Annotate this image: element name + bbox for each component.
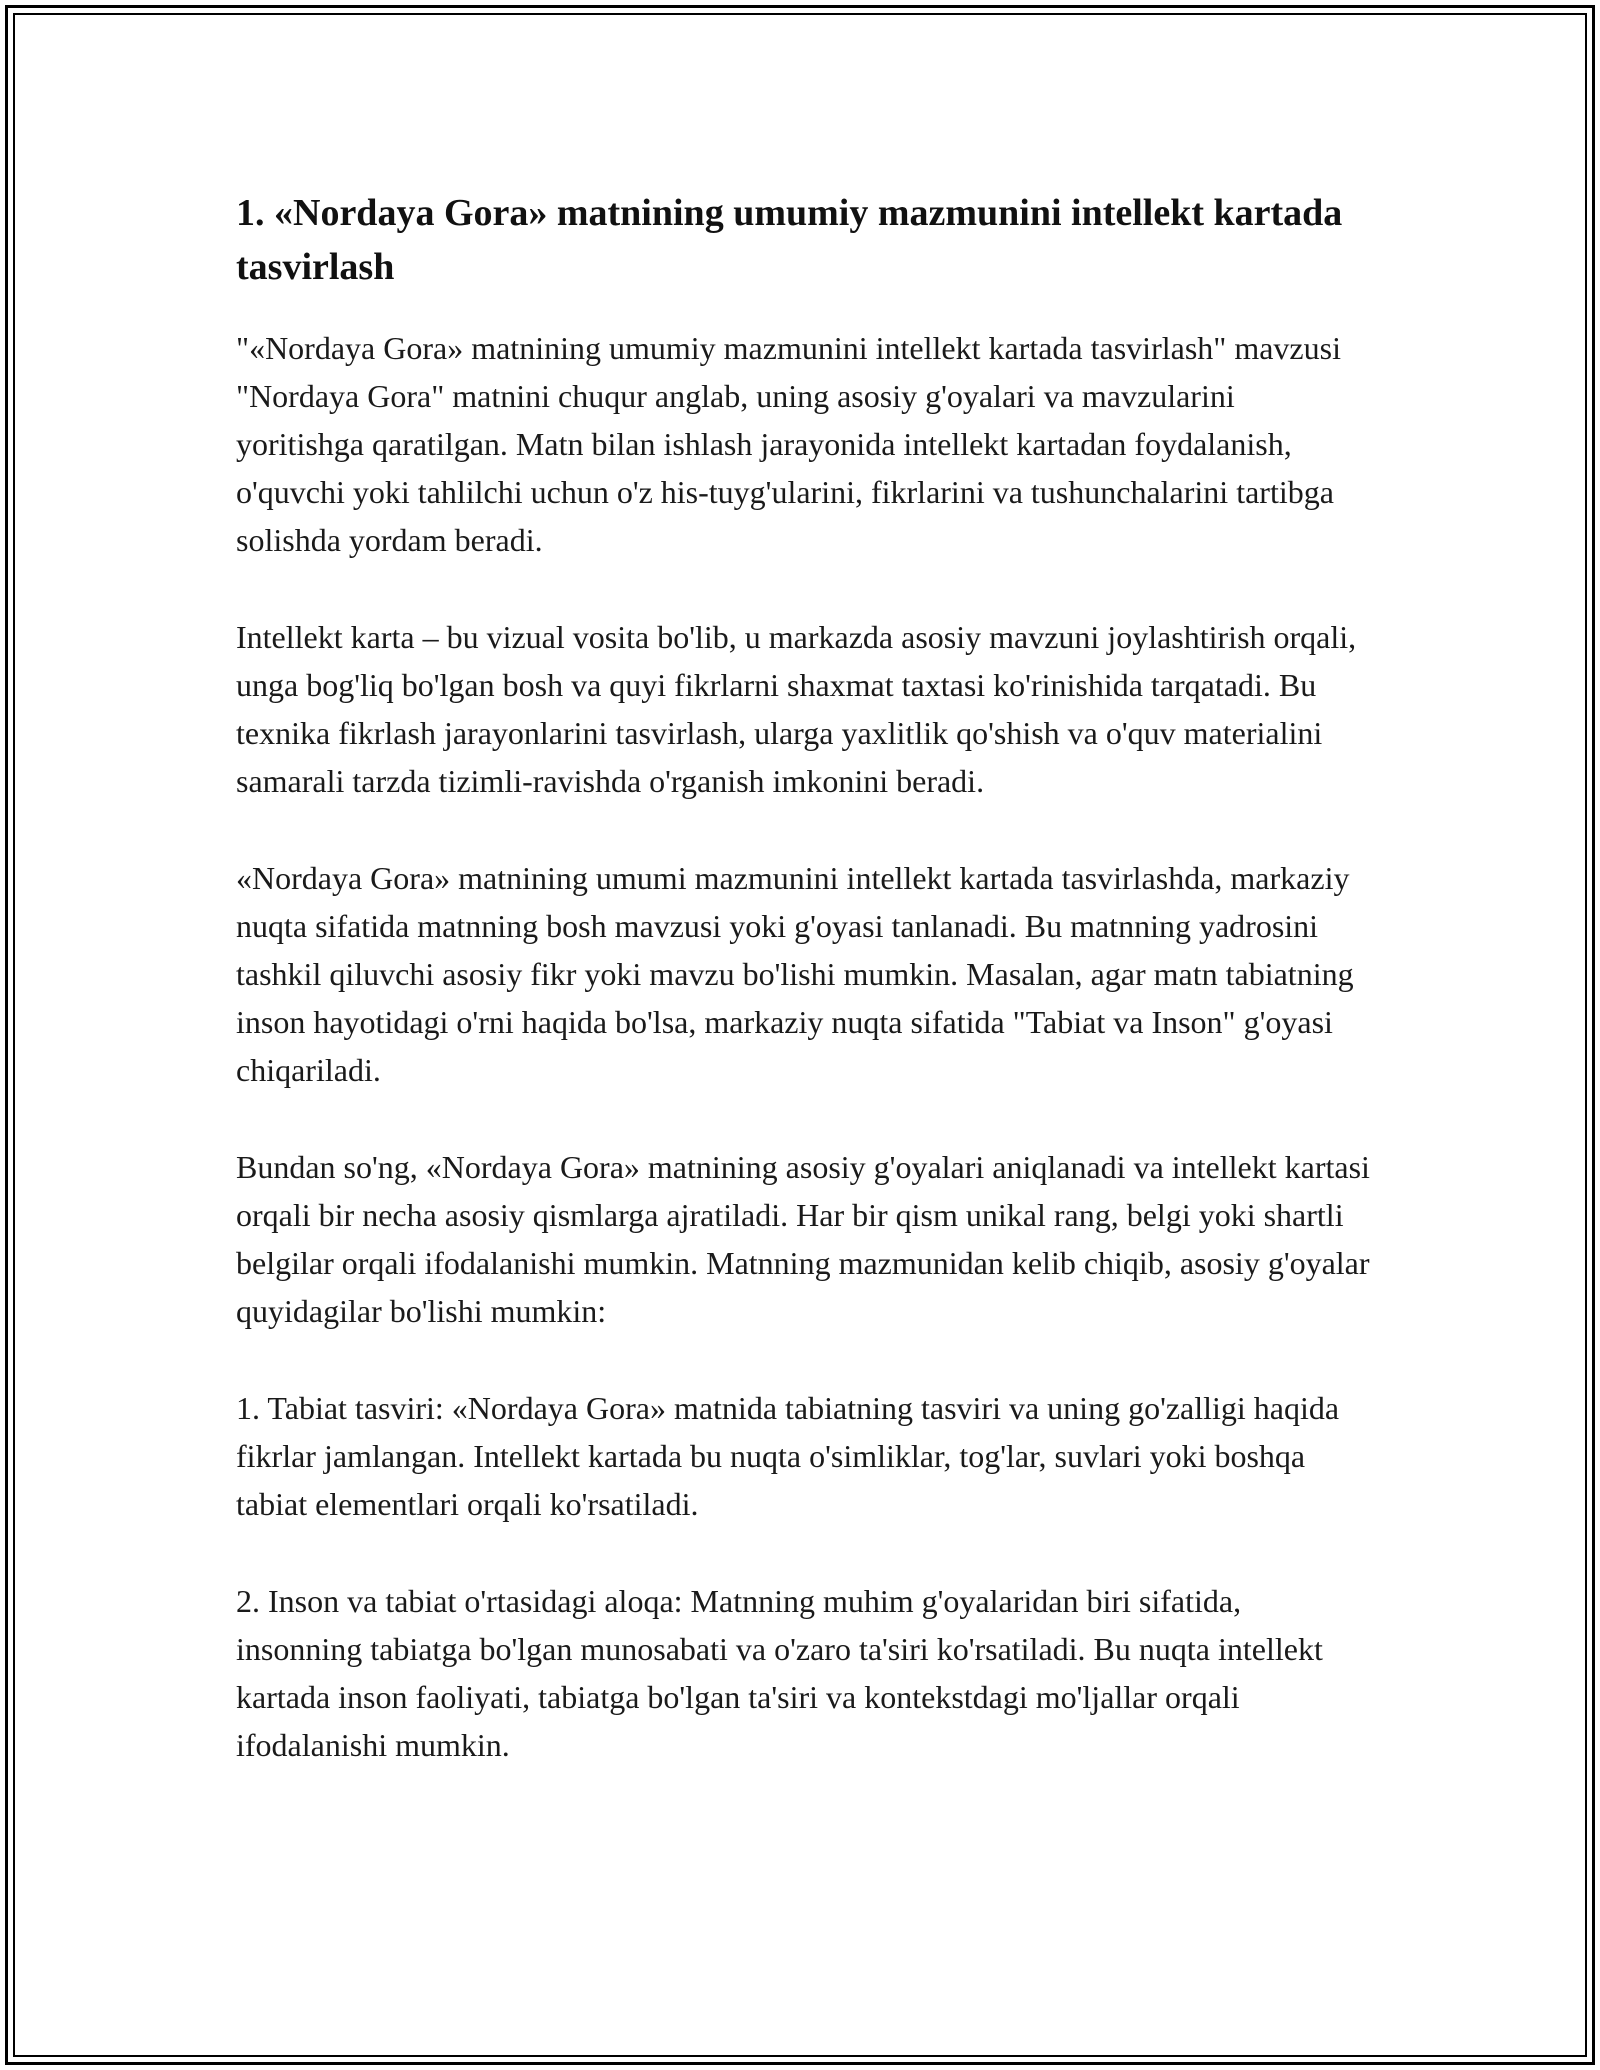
- document-title: 1. «Nordaya Gora» matnining umumiy mazmunini intellekt kartada tasvirlash: [236, 192, 1343, 288]
- paragraph-mind-map-definition: Intellekt karta – bu vizual vosita bo'lib, u markazda asosiy mavzuni joylashtirish orqali, unga bog'liq bo'lgan bosh va quyi fikrlarni shaxmat taxtasi ko'rinishida tarqatadi. Bu texnika fikrlash jarayonlarini tasvirlash, ularga yaxlitlik qo'shish va o'quv materialini samarali tarzda tizimli-ravishda o'rganish imkonini beradi.: [236, 619, 1357, 799]
- list-item-nature-description: 1. Tabiat tasviri: «Nordaya Gora» matnida tabiatning tasviri va uning go'zalligi haqida fikrlar jamlangan. Intellekt kartada bu nuqta o'simliklar, tog'lar, suvlari yoki boshqa tabiat elementlari orqali ko'rsatiladi.: [236, 1390, 1340, 1522]
- document-body: [236, 186, 1370, 1818]
- list-item-human-nature-relation: 2. Inson va tabiat o'rtasidagi aloqa: Matnning muhim g'oyalaridan biri sifatida, insonning tabiatga bo'lgan munosabati va o'zaro ta'siri ko'rsatiladi. Bu nuqta intellekt kartada inson faoliyati, tabiatga bo'lgan ta'siri va kontekstdagi mo'ljallar orqali ifodalanishi mumkin.: [236, 1583, 1323, 1763]
- paragraph-intro: "«Nordaya Gora» matnining umumiy mazmunini intellekt kartada tasvirlash" mavzusi "Nordaya Gora" matnini chuqur anglab, uning asosiy g'oyalari va mavzularini yoritishga qaratilgan. Matn bilan ishlash jarayonida intellekt kartadan foydalanish, o'quvchi yoki tahlilchi uchun o'z his-tuyg'ularini, fikrlarini va tushunchalarini tartibga solishda yordam beradi.: [236, 330, 1341, 558]
- paragraph-main-ideas: Bundan so'ng, «Nordaya Gora» matnining asosiy g'oyalari aniqlanadi va intellekt kartasi orqali bir necha asosiy qismlarga ajratiladi. Har bir qism unikal rang, belgi yoki shartli belgilar orqali ifodalanishi mumkin. Matnning mazmunidan kelib chiqib, asosiy g'oyalar quyidagilar bo'lishi mumkin:: [236, 1149, 1370, 1329]
- paragraph-central-idea: «Nordaya Gora» matnining umumi mazmunini intellekt kartada tasvirlashda, markaziy nuqta sifatida matnning bosh mavzusi yoki g'oyasi tanlanadi. Bu matnning yadrosini tashkil qiluvchi asosiy fikr yoki mavzu bo'lishi mumkin. Masalan, agar matn tabiatning inson hayotidagi o'rni haqida bo'lsa, markaziy nuqta sifatida "Tabiat va Inson" g'oyasi chiqariladi.: [236, 860, 1354, 1088]
